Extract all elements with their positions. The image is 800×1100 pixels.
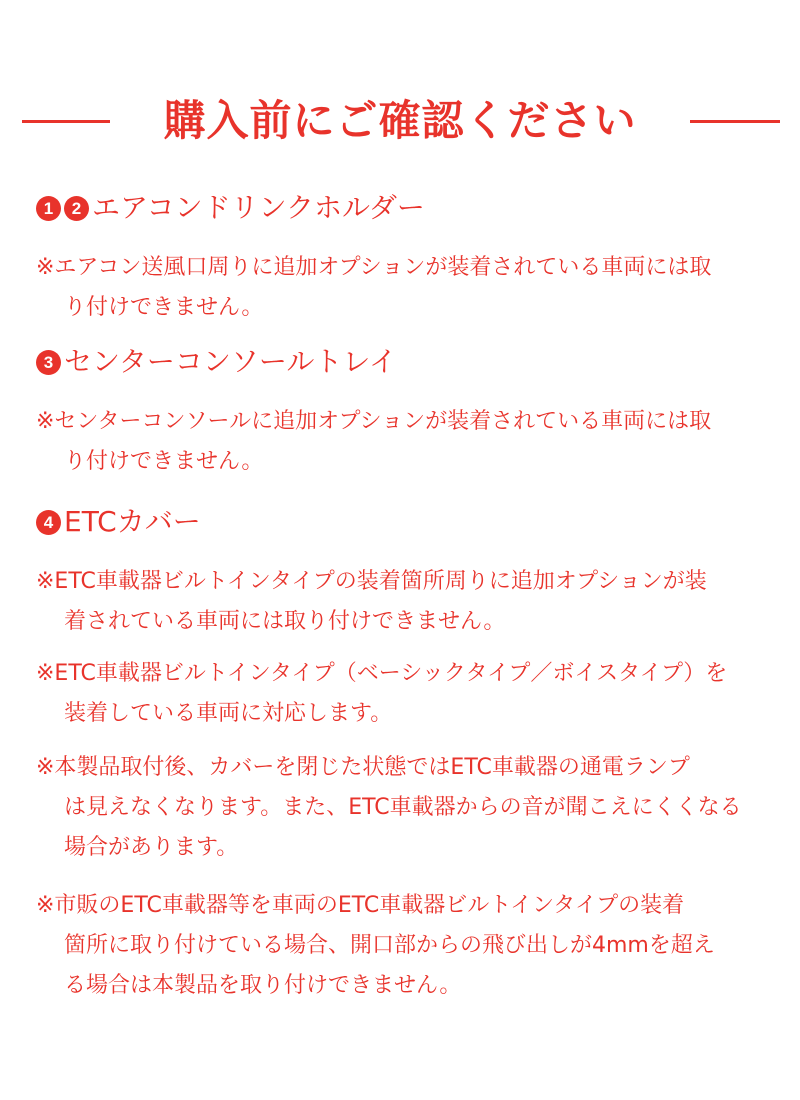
- note-line: り付けできません。: [64, 295, 264, 320]
- title-row: [0, 86, 800, 156]
- note-line: り付けできません。: [64, 449, 264, 474]
- note-line: は見えなくなります。また、ETC車載器からの音が聞こえにくくなる: [64, 795, 742, 820]
- note-drink-holder: [36, 248, 766, 328]
- note-etc-surroundings: [36, 562, 766, 642]
- section-heading-label: ETCカバー: [64, 505, 201, 538]
- note-etc-compatibility: [36, 654, 766, 734]
- number-badge-3: 3: [36, 350, 61, 375]
- section-heading-etc-cover: [36, 502, 201, 542]
- section-heading-label: センターコンソールトレイ: [64, 345, 397, 378]
- note-line: ※エアコン送風口周りに追加オプションが装着されている車両には取: [36, 255, 712, 280]
- note-etc-aftermarket: [36, 886, 766, 1006]
- note-line: ※ETC車載器ビルトインタイプ（ベーシックタイプ／ボイスタイプ）を: [36, 661, 728, 686]
- number-badge-2: 2: [64, 196, 89, 221]
- note-line: 装着している車両に対応します。: [64, 701, 393, 726]
- note-line: 場合があります。: [64, 835, 239, 860]
- page-title: 購入前にご確認ください: [163, 96, 637, 145]
- note-line: 着されている車両には取り付けできません。: [64, 609, 506, 634]
- note-line: 箇所に取り付けている場合、開口部からの飛び出しが4mmを超え: [64, 933, 715, 958]
- section-heading-label: エアコンドリンクホルダー: [92, 191, 425, 224]
- number-badge-1: 1: [36, 196, 61, 221]
- note-console-tray: [36, 402, 766, 482]
- number-badge-4: 4: [36, 510, 61, 535]
- note-line: ※本製品取付後、カバーを閉じた状態ではETC車載器の通電ランプ: [36, 755, 690, 780]
- title-rule-right: [690, 120, 780, 123]
- section-heading-drink-holder: [36, 188, 425, 228]
- title-rule-left: [22, 120, 110, 123]
- note-etc-lamp: [36, 748, 766, 868]
- note-line: る場合は本製品を取り付けできません。: [64, 973, 462, 998]
- section-heading-console-tray: [36, 342, 397, 382]
- note-line: ※ETC車載器ビルトインタイプの装着箇所周りに追加オプションが装: [36, 569, 707, 594]
- note-line: ※センターコンソールに追加オプションが装着されている車両には取: [36, 409, 712, 434]
- note-line: ※市販のETC車載器等を車両のETC車載器ビルトインタイプの装着: [36, 893, 685, 918]
